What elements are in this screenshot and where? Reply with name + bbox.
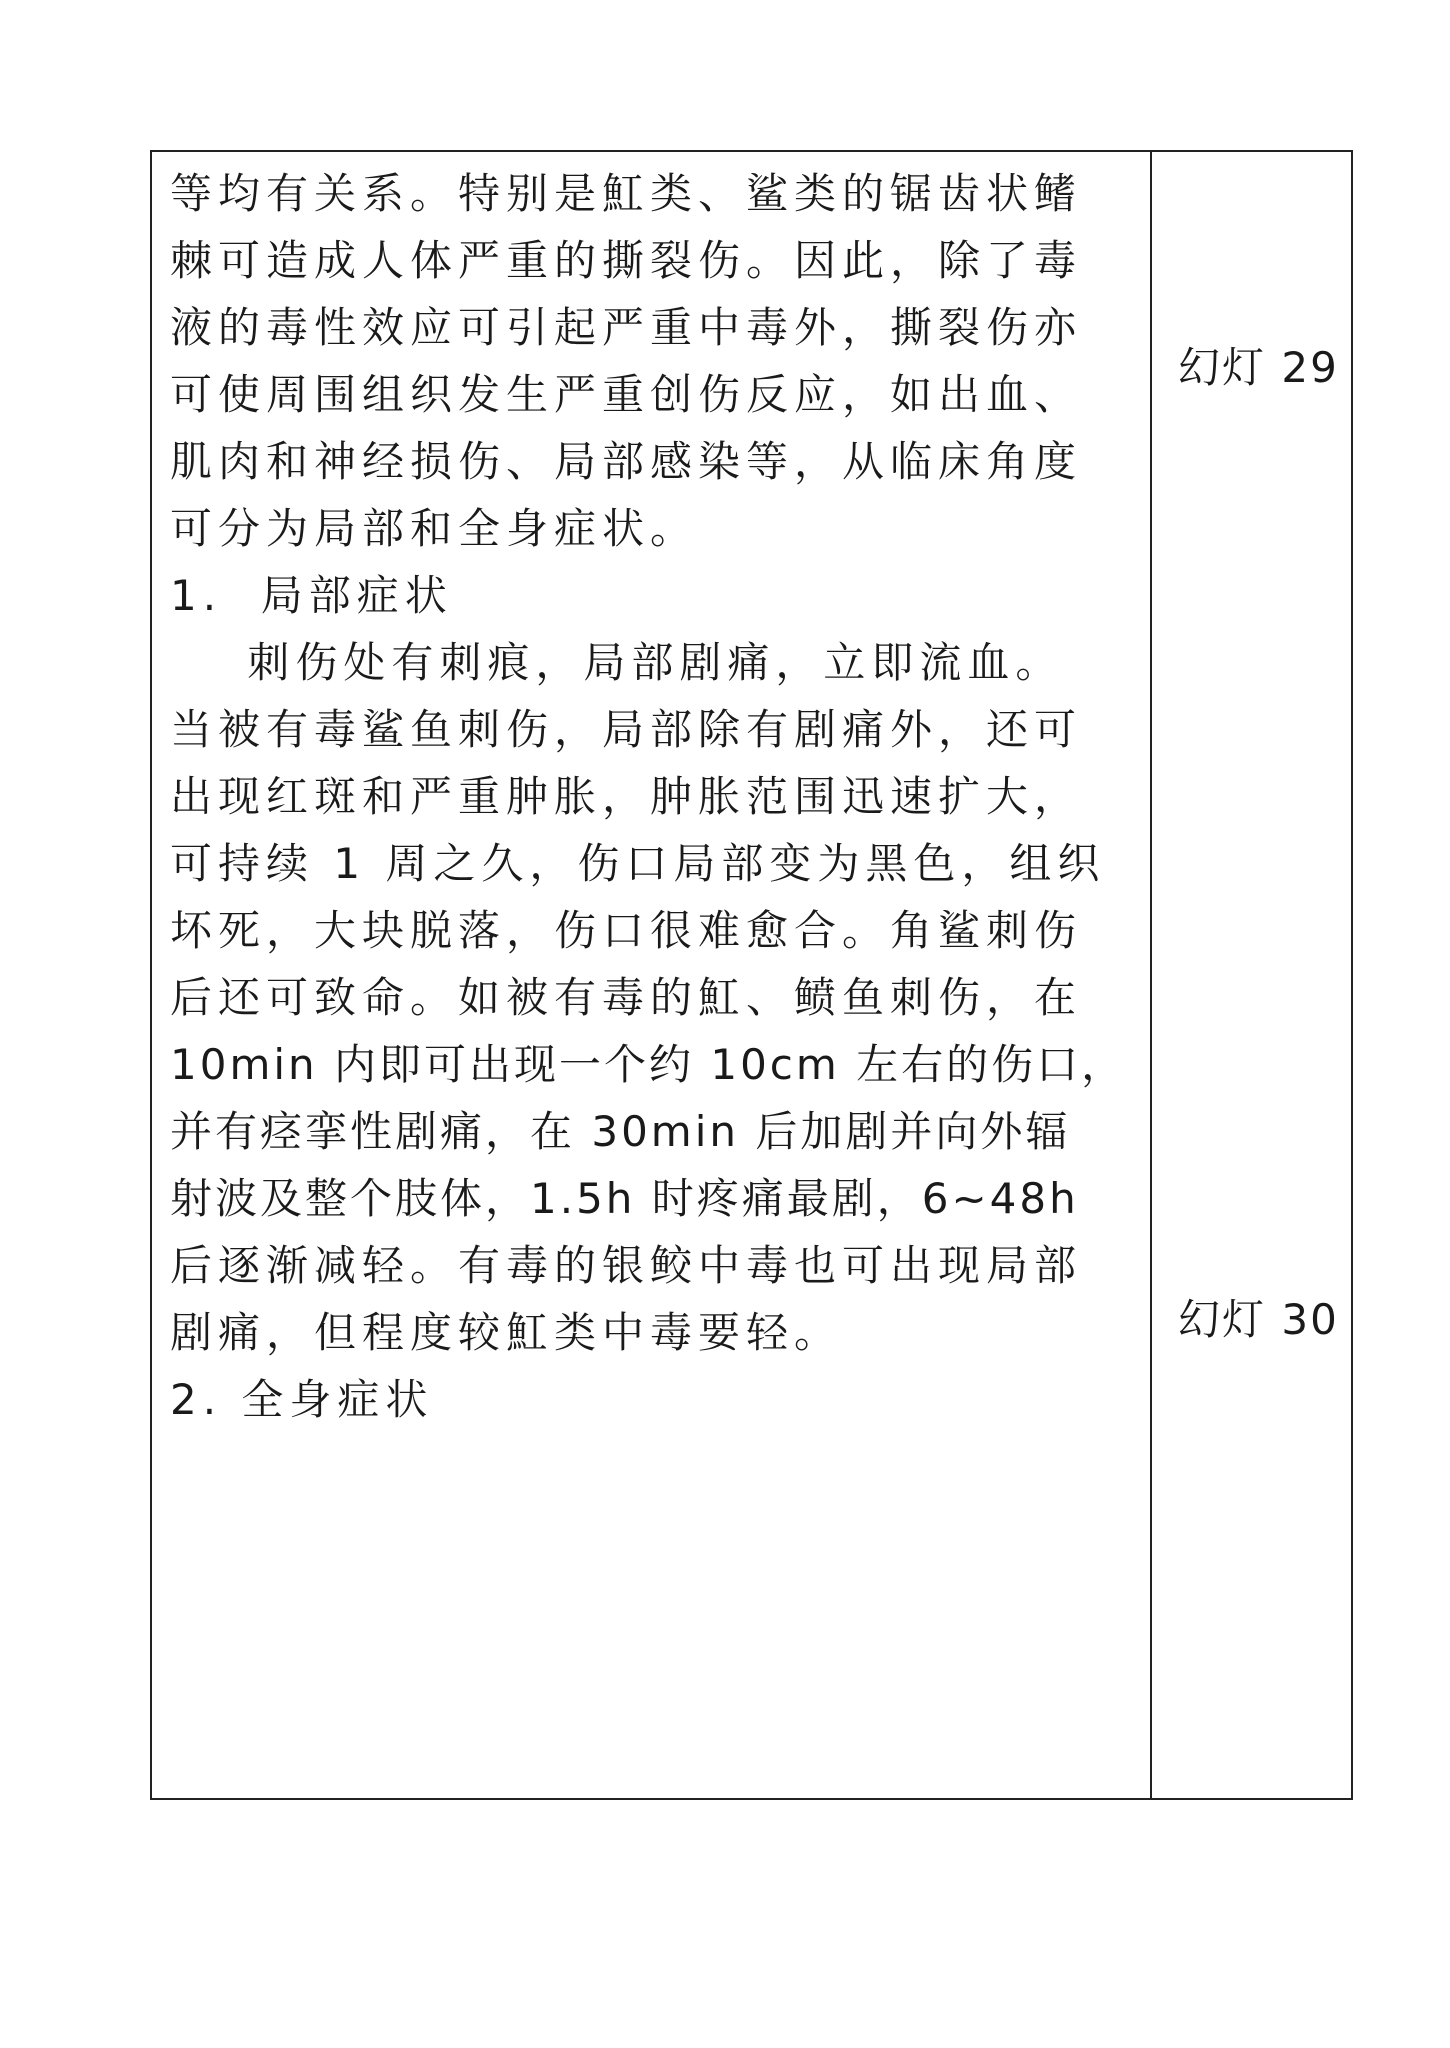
section-heading-systemic-symptoms: 2. 全身症状 bbox=[170, 1375, 434, 1424]
slide-label-30: 幻灯 30 bbox=[1178, 1295, 1339, 1344]
text-line: 后逐渐减轻。有毒的银鲛中毒也可出现局部 bbox=[170, 1241, 1083, 1290]
text-line: 肌肉和神经损伤、局部感染等，从临床角度 bbox=[170, 437, 1083, 486]
text-line: 射波及整个肢体，1.5h 时疼痛最剧，6~48h bbox=[170, 1174, 1079, 1223]
text-line: 刺伤处有刺痕，局部剧痛，立即流血。 bbox=[170, 638, 1064, 687]
text-line: 坏死，大块脱落，伤口很难愈合。角鲨刺伤 bbox=[170, 906, 1083, 955]
slide-label-29: 幻灯 29 bbox=[1178, 343, 1339, 392]
section-heading-local-symptoms: 1. 局部症状 bbox=[170, 571, 453, 620]
text-line: 出现红斑和严重肿胀，肿胀范围迅速扩大， bbox=[170, 772, 1083, 821]
text-line: 剧痛，但程度较魟类中毒要轻。 bbox=[170, 1308, 843, 1357]
text-line: 当被有毒鲨鱼刺伤，局部除有剧痛外，还可 bbox=[170, 705, 1083, 754]
text-line: 液的毒性效应可引起严重中毒外，撕裂伤亦 bbox=[170, 303, 1083, 352]
text-line: 棘可造成人体严重的撕裂伤。因此，除了毒 bbox=[170, 236, 1083, 285]
text-line: 可持续 1 周之久，伤口局部变为黑色，组织 bbox=[170, 839, 1106, 888]
text-line: 可使周围组织发生严重创伤反应，如出血、 bbox=[170, 370, 1083, 419]
content-column bbox=[152, 152, 1150, 1798]
slide-reference-column bbox=[1152, 152, 1353, 1798]
text-line: 可分为局部和全身症状。 bbox=[170, 504, 699, 553]
lesson-table bbox=[150, 150, 1353, 1800]
text-line: 后还可致命。如被有毒的魟、鲼鱼刺伤，在 bbox=[170, 973, 1083, 1022]
text-line: 等均有关系。特别是魟类、鲨类的锯齿状鳍 bbox=[170, 169, 1083, 218]
text-line: 10min 内即可出现一个约 10cm 左右的伤口， bbox=[170, 1040, 1127, 1089]
text-line: 并有痉挛性剧痛，在 30min 后加剧并向外辐 bbox=[170, 1107, 1071, 1156]
